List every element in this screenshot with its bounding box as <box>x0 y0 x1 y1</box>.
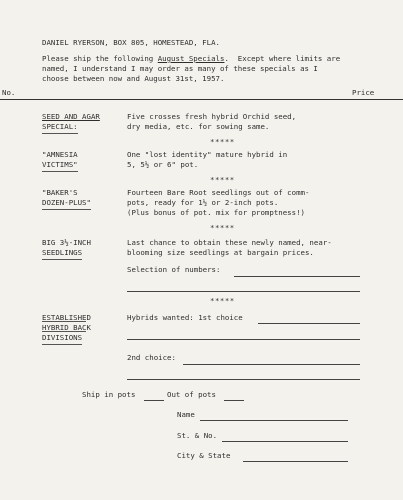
item-description: One "lost identity" mature hybrid in <box>127 150 288 159</box>
intro-text: . Except where limits are <box>224 54 341 63</box>
august-specials-label: August Specials <box>157 54 225 63</box>
item-name: ESTABLISHED <box>42 313 91 322</box>
out-of-pots-label: Out of pots <box>167 390 216 399</box>
separator: ***** <box>210 296 235 305</box>
field-label: 2nd choice: <box>127 353 176 362</box>
name-label: Name <box>177 410 195 419</box>
item-description: 5, 5½ or 6" pot. <box>127 160 199 169</box>
item-description: Last chance to obtain these newly named, near- <box>127 238 332 247</box>
first-choice-field-line[interactable] <box>258 323 360 324</box>
item-name: "BAKER'S <box>42 188 78 197</box>
item-name: "AMNESIA <box>42 150 78 159</box>
item-description: (Plus bonus of pot. mix for promptness!) <box>127 208 305 217</box>
column-price: Price <box>352 88 375 97</box>
intro-line-3: choose between now and August 31st, 1957. <box>42 74 225 83</box>
ship-in-pots-label: Ship in pots <box>82 390 136 399</box>
name-underline <box>42 321 86 322</box>
field-label: Hybrids wanted: 1st choice <box>127 313 243 322</box>
item-name: SEEDLINGS <box>42 248 82 260</box>
separator: ***** <box>210 175 235 184</box>
item-name: DOZEN-PLUS" <box>42 198 91 210</box>
separator: ***** <box>210 137 235 146</box>
name-underline <box>42 331 86 332</box>
street-field[interactable] <box>222 441 348 442</box>
selection-field-line-2[interactable] <box>127 291 360 292</box>
first-choice-field-line-2[interactable] <box>127 339 360 340</box>
item-description: pots, ready for 1½ or 2-inch pots. <box>127 198 279 207</box>
intro-line-2: named, I understand I may order as many of these specials as I <box>42 64 318 73</box>
item-name: VICTIMS" <box>42 160 78 172</box>
sender-address: DANIEL RYERSON, BOX 805, HOMESTEAD, FLA. <box>42 38 220 47</box>
item-description: Five crosses fresh hybrid Orchid seed, <box>127 112 297 121</box>
city-state-label: City & State <box>177 451 231 460</box>
item-description: dry media, etc. for sowing same. <box>127 122 270 131</box>
intro-text: Please ship the following <box>42 54 158 63</box>
item-name: SEED AND AGAR <box>42 112 100 121</box>
street-label: St. & No. <box>177 431 218 440</box>
selection-field-line[interactable] <box>234 276 360 277</box>
item-description: Fourteen Bare Root seedlings out of comm- <box>127 188 310 197</box>
header-rule <box>0 99 403 100</box>
name-field[interactable] <box>200 420 348 421</box>
item-name: SPECIAL: <box>42 122 78 134</box>
city-state-field[interactable] <box>243 461 348 462</box>
item-name: BIG 3½-INCH <box>42 238 91 247</box>
column-no: No. <box>2 88 16 97</box>
second-choice-field-line[interactable] <box>183 364 360 365</box>
item-name: HYBRID BACK <box>42 323 91 332</box>
ship-in-pots-field[interactable] <box>144 400 164 401</box>
item-description: blooming size seedlings at bargain prices. <box>127 248 314 257</box>
second-choice-field-line-2[interactable] <box>127 379 360 380</box>
item-name: DIVISIONS <box>42 333 82 345</box>
field-label: Selection of numbers: <box>127 265 221 274</box>
intro-line-1 <box>42 54 340 65</box>
out-of-pots-field[interactable] <box>224 400 244 401</box>
separator: ***** <box>210 223 235 232</box>
